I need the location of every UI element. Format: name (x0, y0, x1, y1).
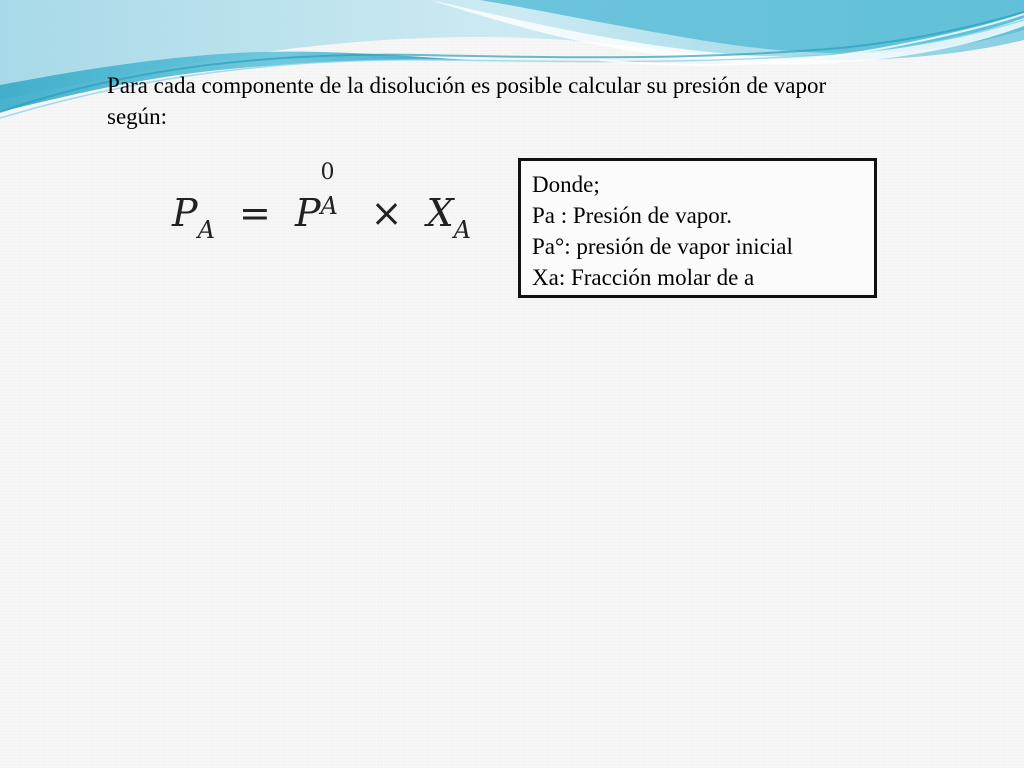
formula-rhs-subscript: A (320, 192, 338, 220)
intro-text: Para cada componente de la disolución es posible calcular su presión de vapor según: (107, 73, 827, 129)
formula-rhs-superscript: 0 (320, 160, 335, 185)
formula-lhs-variable: P (172, 191, 198, 235)
definition-line: Pa°: presión de vapor inicial (532, 234, 793, 259)
formula-rhs-variable: P (294, 191, 321, 235)
formula-times: × (370, 191, 403, 235)
definitions-box (518, 158, 877, 298)
formula-equals: = (239, 191, 271, 235)
formula-lhs-subscript: A (197, 216, 215, 244)
formula-rhs-scripts (320, 160, 347, 226)
definition-line: Xa: Fracción molar de a (532, 265, 755, 290)
formula-x-subscript: A (453, 216, 471, 244)
vapor-pressure-formula (172, 160, 471, 250)
definitions-heading: Donde; (532, 172, 600, 197)
formula-x-variable: X (426, 191, 454, 235)
definition-line: Pa : Presión de vapor. (532, 203, 732, 228)
